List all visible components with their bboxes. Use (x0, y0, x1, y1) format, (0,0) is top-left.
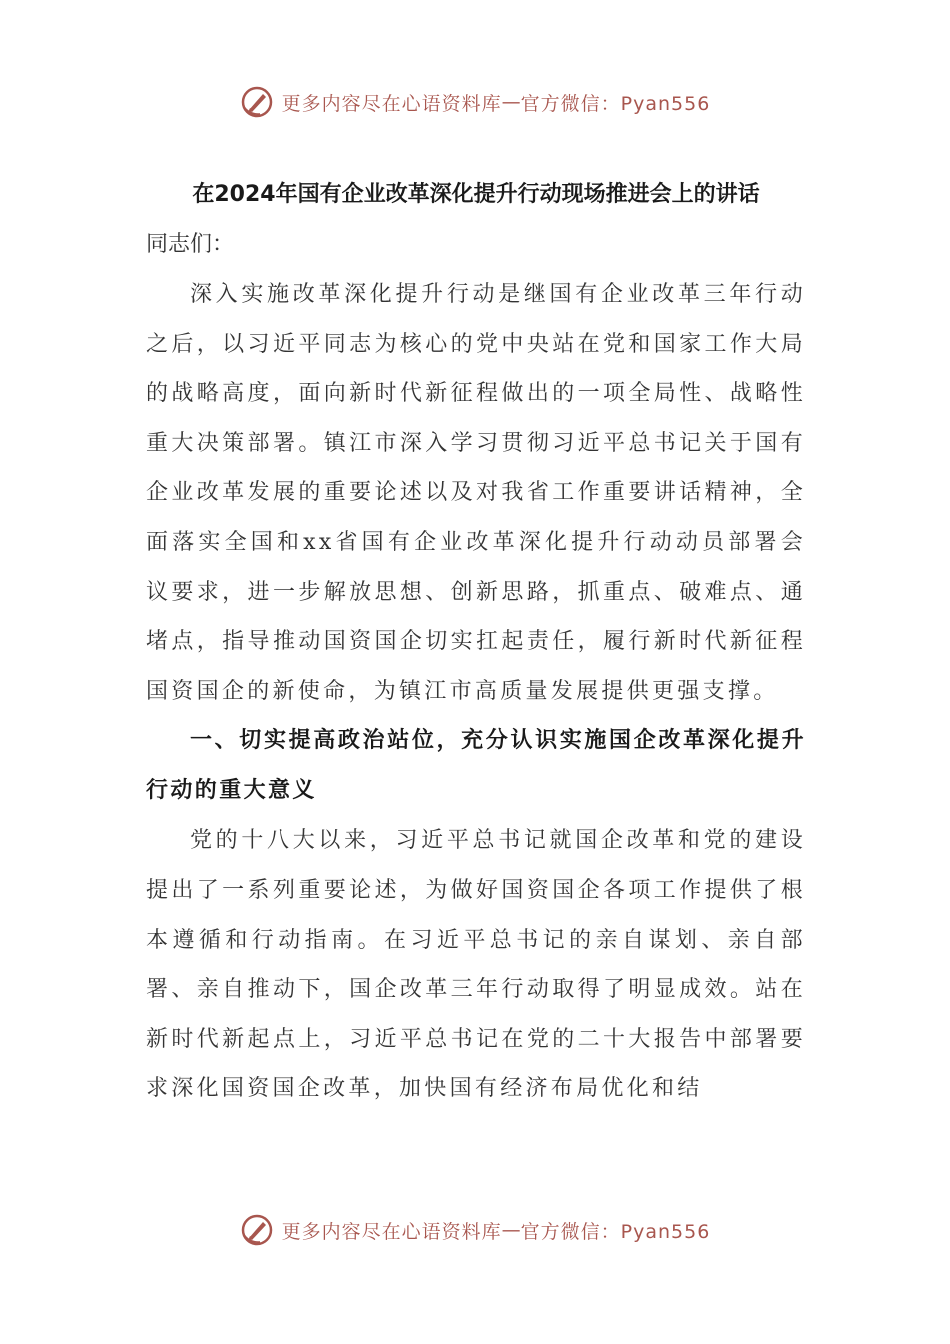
pen-logo-icon (240, 85, 274, 119)
document-title: 在2024年国有企业改革深化提升行动现场推进会上的讲话 (192, 182, 760, 207)
paragraph-2: 党的十八大以来，习近平总书记就国企改革和党的建设提出了一系列重要论述，为做好国资国企各项工作提供了根本遵循和行动指南。在习近平总书记的亲自谋划、亲自部署、亲自推动下，国企改革三年行动取得了明显成效。站在新时代新起点上，习近平总书记在党的二十大报告中部署要求深化国资国企改革，加快国有经济布局优化和结 (146, 828, 806, 1102)
section-1-heading: 一、切实提高政治站位，充分认识实施国企改革深化提升行动的重大意义 (146, 728, 806, 804)
watermark-dash: — (501, 91, 521, 113)
watermark-wechat: 官方微信：Pyan556 (520, 92, 711, 115)
watermark-banner-bottom (0, 1208, 950, 1252)
watermark-banner-top (0, 80, 950, 124)
salutation: 同志们： (146, 232, 235, 257)
watermark-dash: — (501, 1219, 521, 1241)
paragraph-1: 深入实施改革深化提升行动是继国有企业改革三年行动之后，以习近平同志为核心的党中央站在党和国家工作大局的战略高度，面向新时代新征程做出的一项全局性、战略性重大决策部署。镇江市深入学习贯彻习近平总书记关于国有企业改革发展的重要论述以及对我省工作重要讲话精神，全面落实全国和xx省国有企业改革深化提升行动动员部署会议要求，进一步解放思想、创新思路，抓重点、破难点、通堵点，指导推动国资国企切实扛起责任，履行新时代新征程国资国企的新使命，为镇江市高质量发展提供更强支撑。 (146, 282, 806, 704)
pen-logo-icon (240, 1213, 274, 1247)
watermark-wechat: 官方微信：Pyan556 (520, 1220, 711, 1243)
document-body (146, 170, 806, 1114)
watermark-text: 更多内容尽在心语资料库 (281, 92, 502, 115)
watermark-text: 更多内容尽在心语资料库 (281, 1220, 502, 1243)
